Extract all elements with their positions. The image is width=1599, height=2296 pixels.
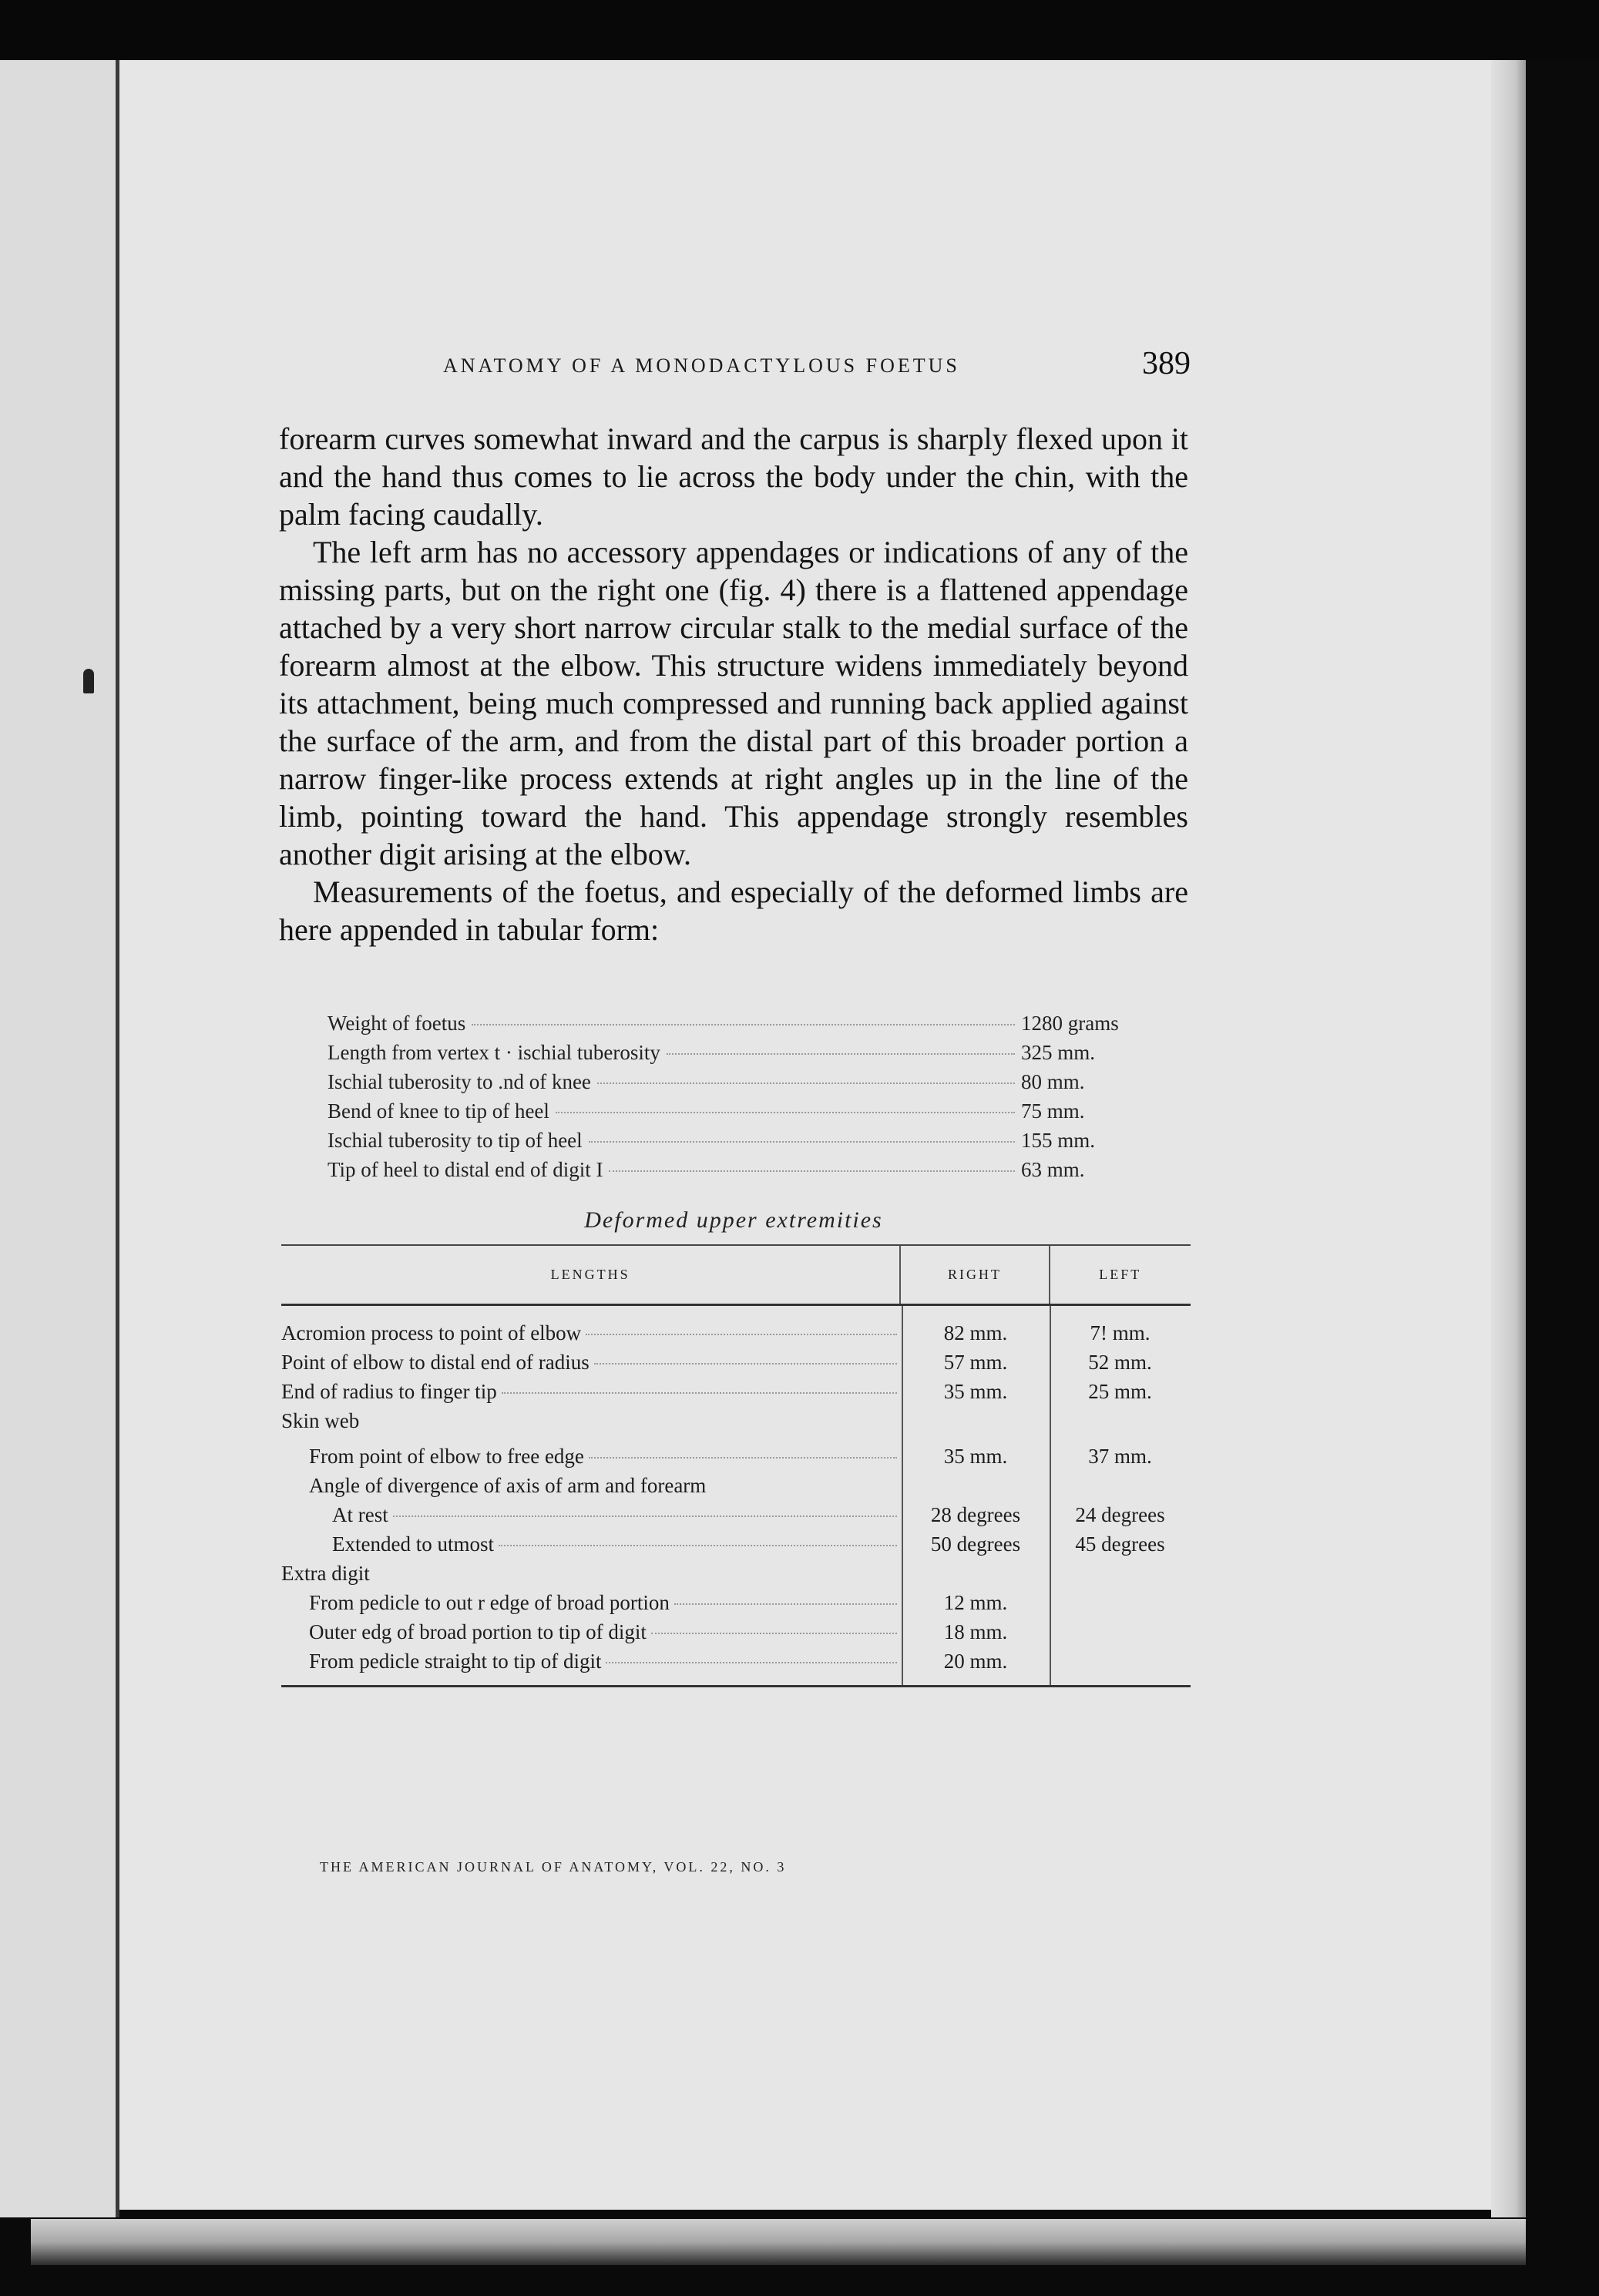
table-row: [281, 1503, 1191, 1532]
margin-mark: [83, 669, 94, 693]
dot-leader: [667, 1053, 1015, 1055]
cell-length-label: [281, 1380, 902, 1404]
row-label: Angle of divergence of axis of arm and forearm: [309, 1474, 707, 1497]
cell-length-label: [281, 1409, 902, 1433]
table-row: [281, 1532, 1191, 1562]
cell-right: 28 degrees: [930, 1503, 1021, 1526]
cell-length-label: [281, 1591, 902, 1615]
scan-bottom-border: [0, 2265, 1599, 2296]
column-header-right: RIGHT: [899, 1246, 1048, 1304]
measurement-row: [328, 1129, 1156, 1158]
row-label: From point of elbow to free edge: [309, 1445, 584, 1468]
table-header: [281, 1244, 1191, 1306]
measurement-row: [328, 1099, 1156, 1129]
row-label: Skin web: [281, 1409, 360, 1432]
cell-length-label: [281, 1445, 902, 1469]
dot-leader: [589, 1457, 897, 1458]
table-row: [281, 1409, 1191, 1438]
cell-length-label: [281, 1650, 902, 1673]
dot-leader: [597, 1083, 1015, 1084]
row-label: End of radius to finger tip: [281, 1380, 497, 1403]
dot-leader: [589, 1141, 1015, 1143]
dot-leader: [594, 1363, 897, 1365]
measurement-value: 155 mm.: [1021, 1129, 1096, 1152]
measurement-value: 63 mm.: [1021, 1158, 1085, 1181]
row-label: Extended to utmost: [332, 1532, 494, 1556]
table-row: [281, 1591, 1191, 1620]
cell-left: 37 mm.: [1088, 1445, 1152, 1468]
table-row: [281, 1351, 1191, 1380]
journal-footer: THE AMERICAN JOURNAL OF ANATOMY, VOL. 22, NO. 3: [320, 1859, 787, 1875]
measurement-row: [328, 1158, 1156, 1187]
body-text: [279, 420, 1188, 948]
measurement-label: Ischial tuberosity to tip of heel: [328, 1129, 583, 1152]
cell-left: 25 mm.: [1088, 1380, 1152, 1403]
cell-right: 57 mm.: [943, 1351, 1008, 1374]
dot-leader: [651, 1633, 897, 1634]
row-label: Outer edg of broad portion to tip of digit: [309, 1620, 647, 1643]
upper-extremities-table: [281, 1244, 1191, 1687]
cell-length-label: [281, 1562, 902, 1586]
measurement-label: Tip of heel to distal end of digit I: [328, 1158, 603, 1181]
table-body: [281, 1306, 1191, 1687]
measurement-row: [328, 1041, 1156, 1070]
cell-right: 82 mm.: [943, 1321, 1008, 1344]
cell-length-label: [281, 1532, 902, 1556]
cell-right: 12 mm.: [943, 1591, 1008, 1614]
measurement-row: [328, 1012, 1156, 1041]
dot-leader: [502, 1392, 897, 1394]
dot-leader: [472, 1024, 1015, 1025]
dot-leader: [556, 1112, 1015, 1113]
dot-leader: [674, 1603, 897, 1605]
row-label: Acromion process to point of elbow: [281, 1321, 582, 1344]
page-stack-bottom: [31, 2219, 1526, 2265]
column-header-left: LEFT: [1049, 1246, 1191, 1304]
measurement-label: Bend of knee to tip of heel: [328, 1099, 549, 1123]
table-row: [281, 1321, 1191, 1351]
row-label: At rest: [332, 1503, 388, 1526]
measurement-value: 75 mm.: [1021, 1099, 1085, 1123]
dot-leader: [393, 1516, 897, 1517]
paragraph: Measurements of the foetus, and especially of the deformed limbs are here appended in tabular form:: [279, 874, 1188, 947]
table-row: [281, 1474, 1191, 1503]
cell-left: 45 degrees: [1075, 1532, 1165, 1556]
cell-right: 20 mm.: [943, 1650, 1008, 1673]
row-label: Extra digit: [281, 1562, 370, 1585]
dot-leader: [609, 1170, 1015, 1172]
running-head: ANATOMY OF A MONODACTYLOUS FOETUS: [443, 354, 960, 377]
measurement-label: Weight of foetus: [328, 1012, 466, 1035]
table-row: [281, 1650, 1191, 1679]
measurement-label: Length from vertex t · ischial tuberosity: [328, 1041, 660, 1064]
dot-leader: [586, 1334, 897, 1335]
row-label: From pedicle straight to tip of digit: [309, 1650, 602, 1673]
dot-leader: [606, 1662, 897, 1663]
paragraph: The left arm has no accessory appendages or indications of any of the missing parts, but on the right one (fig. 4) there is a flattened appendage attached by a very short narrow circular stalk to the medial surface of the forearm almost at the elbow. This structure widens immediately beyond its attachment, being much compressed and running back applied against the surface of the arm, and from the distal part of this broader portion a narrow finger-like process extends at right angles up in the line of the limb, pointing toward the hand. This appendage strongly resembles another digit arising at the elbow.: [279, 535, 1188, 871]
paragraph: forearm curves somewhat inward and the carpus is sharply flexed upon it and the hand thus comes to lie across the body under the chin, with the palm facing caudally.: [279, 421, 1188, 532]
cell-right: 18 mm.: [943, 1620, 1008, 1643]
dot-leader: [499, 1545, 897, 1546]
cell-right: 50 degrees: [930, 1532, 1021, 1556]
measurement-value: 1280 grams: [1021, 1012, 1119, 1035]
cell-length-label: [281, 1503, 902, 1527]
table-row: [281, 1445, 1191, 1474]
facing-page-edge: [0, 60, 119, 2217]
column-divider: [1050, 1306, 1051, 1685]
table-row: [281, 1620, 1191, 1650]
table-row: [281, 1562, 1191, 1591]
table-caption: Deformed upper extremities: [584, 1207, 883, 1233]
cell-right: 35 mm.: [943, 1380, 1008, 1403]
cell-length-label: [281, 1321, 902, 1345]
cell-left: 7! mm.: [1090, 1321, 1151, 1344]
row-label: Point of elbow to distal end of radius: [281, 1351, 590, 1374]
page-number: 389: [1142, 346, 1191, 381]
row-label: From pedicle to out r edge of broad portion: [309, 1591, 670, 1614]
measurement-value: 80 mm.: [1021, 1070, 1085, 1093]
column-divider: [902, 1306, 903, 1685]
cell-left: 52 mm.: [1088, 1351, 1152, 1374]
cell-length-label: [281, 1620, 902, 1644]
measurement-row: [328, 1070, 1156, 1099]
scan-top-border: [0, 0, 1599, 60]
cell-left: 24 degrees: [1075, 1503, 1165, 1526]
page-stack-edge: [1491, 60, 1526, 2217]
cell-length-label: [281, 1351, 902, 1375]
column-header-lengths: LENGTHS: [550, 1267, 630, 1282]
cell-length-label: [281, 1474, 902, 1498]
table-row: [281, 1380, 1191, 1409]
measurement-label: Ischial tuberosity to .nd of knee: [328, 1070, 591, 1093]
measurement-value: 325 mm.: [1021, 1041, 1096, 1064]
cell-right: 35 mm.: [943, 1445, 1008, 1468]
measurements-list: [328, 1012, 1156, 1187]
